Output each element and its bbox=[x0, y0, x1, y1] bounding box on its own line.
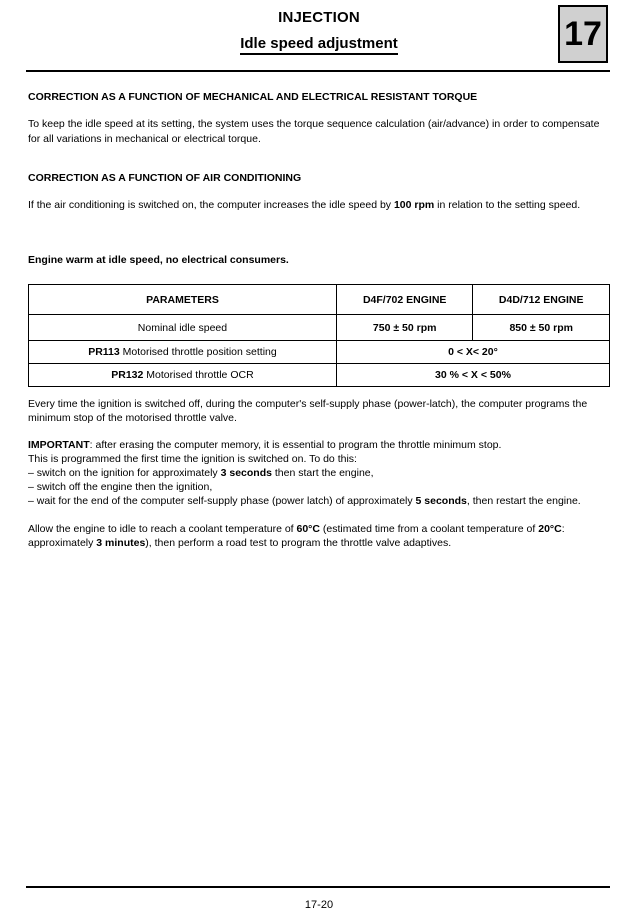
step-2: – switch off the engine then the ignition, bbox=[28, 481, 213, 493]
road-test-duration: 3 minutes bbox=[96, 537, 146, 549]
parameters-table bbox=[28, 284, 610, 387]
road-test-temp-2: 20°C bbox=[538, 523, 562, 535]
header-rule bbox=[26, 70, 610, 72]
section-heading-torque: CORRECTION AS A FUNCTION OF MECHANICAL AND ELECTRICAL RESISTANT TORQUE bbox=[28, 91, 478, 103]
row-label bbox=[29, 341, 337, 364]
param-code: PR113 bbox=[88, 346, 120, 358]
road-test-text-4: ), then perform a road test to program the throttle valve adaptives. bbox=[145, 537, 452, 549]
step-1-duration: 3 seconds bbox=[220, 467, 272, 479]
step-3-duration: 5 seconds bbox=[415, 495, 467, 507]
important-text: : after erasing the computer memory, it is essential to program the throttle minimum stop. bbox=[89, 439, 502, 451]
page-header bbox=[0, 0, 638, 70]
row-label: Nominal idle speed bbox=[29, 315, 337, 341]
ac-text-rpm: 100 rpm bbox=[393, 199, 435, 211]
section-body-ac bbox=[28, 198, 603, 213]
step-3-text: – wait for the end of the computer self-supply phase (power latch) of approximately bbox=[28, 495, 416, 507]
step-3 bbox=[28, 494, 613, 508]
footer-rule bbox=[26, 886, 610, 888]
important-note bbox=[28, 438, 603, 452]
road-test-temp-1: 60°C bbox=[296, 523, 320, 535]
table-row bbox=[29, 364, 610, 387]
section-heading-ac: CORRECTION AS A FUNCTION OF AIR CONDITIONING bbox=[28, 172, 302, 184]
header-subtitle-text: Idle speed adjustment bbox=[240, 35, 398, 55]
col-d4d: D4D/712 ENGINE bbox=[473, 285, 610, 315]
col-d4f: D4F/702 ENGINE bbox=[336, 285, 473, 315]
paragraph-power-latch: Every time the ignition is switched off, during the computer's self-supply phase (power-latch), the computer programs the minimum stop of the motorised throttle valve. bbox=[28, 398, 588, 424]
step-1-text: – switch on the ignition for approximately bbox=[28, 467, 221, 479]
cell-throttle-ocr: 30 % < X < 50% bbox=[336, 364, 609, 387]
row-label bbox=[29, 364, 337, 387]
road-test-text-1: Allow the engine to idle to reach a coolant temperature of bbox=[28, 523, 297, 535]
instruction-intro: This is programmed the first time the ignition is switched on. To do this: bbox=[28, 453, 357, 465]
header-subtitle bbox=[0, 35, 638, 52]
cell-d4f-idle: 750 ± 50 rpm bbox=[336, 315, 473, 341]
road-test-text-3: : approximately bbox=[28, 523, 565, 549]
param-name: Motorised throttle OCR bbox=[143, 369, 254, 381]
section-body-torque: To keep the idle speed at its setting, the system uses the torque sequence calculation (air/advance) in order to compensate for all variations in mechanical or electrical torque. bbox=[28, 118, 600, 145]
col-parameters: PARAMETERS bbox=[29, 285, 337, 315]
engine-condition: Engine warm at idle speed, no electrical consumers. bbox=[28, 254, 289, 266]
road-test-text-2: (estimated time from a coolant temperature of bbox=[319, 523, 539, 535]
header-title: INJECTION bbox=[278, 9, 360, 26]
important-label: IMPORTANT bbox=[28, 439, 90, 451]
param-code: PR132 bbox=[111, 369, 144, 381]
chapter-badge: 17 bbox=[558, 5, 608, 63]
table-row bbox=[29, 315, 610, 341]
cell-throttle-position: 0 < X< 20° bbox=[336, 341, 609, 364]
param-name: Motorised throttle position setting bbox=[119, 346, 277, 358]
cell-d4d-idle: 850 ± 50 rpm bbox=[473, 315, 610, 341]
ac-text-2: in relation to the setting speed. bbox=[434, 199, 581, 211]
table-header-row bbox=[29, 285, 610, 315]
page-number: 17-20 bbox=[304, 899, 334, 911]
step-1 bbox=[28, 466, 613, 480]
paragraph-road-test bbox=[28, 522, 603, 550]
step-1-end: then start the engine, bbox=[271, 467, 374, 479]
ac-text-1: If the air conditioning is switched on, the computer increases the idle speed by bbox=[28, 199, 394, 211]
table-row bbox=[29, 341, 610, 364]
step-3-end: , then restart the engine. bbox=[466, 495, 581, 507]
